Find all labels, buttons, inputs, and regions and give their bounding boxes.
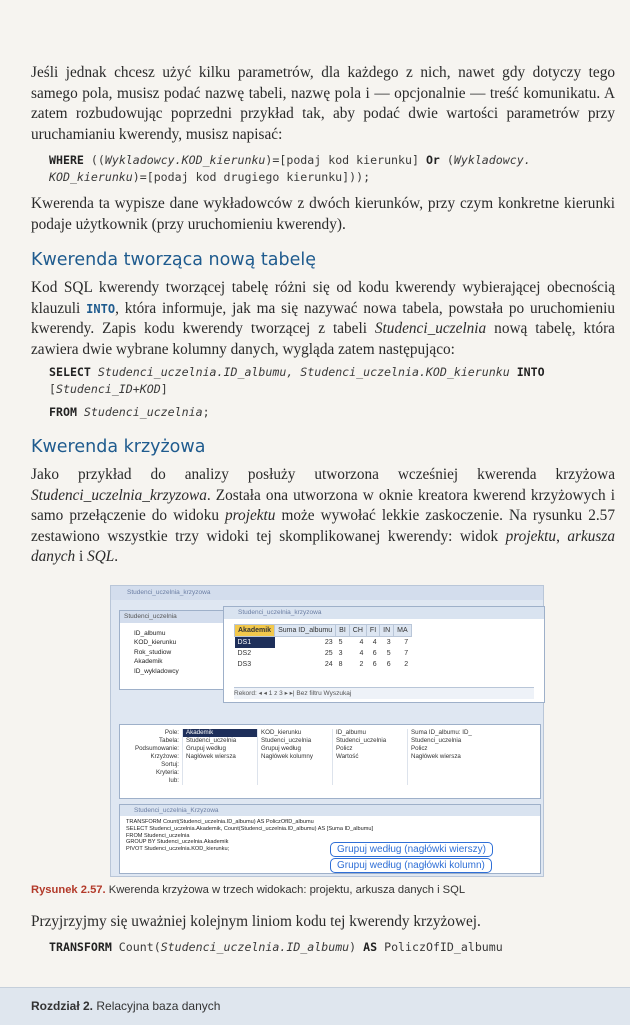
datasheet-table [234,624,412,670]
table-cell[interactable]: DS3 [237,661,252,668]
grid-row-label: Sortuj: [161,761,179,768]
table-cell[interactable]: 6 [386,661,391,668]
sql-view-window [119,804,541,874]
table-cell[interactable]: 25 [324,650,333,657]
grid-cell[interactable]: KOD_kierunku [258,729,333,737]
grid-cell[interactable]: ID_albumu [333,729,408,737]
grid-cell[interactable]: Studenci_uczelnia [333,737,408,745]
design-grid [119,724,541,799]
table-cell[interactable]: 6 [372,650,377,657]
code-where: WHERE ((Wykladowcy.KOD_kierunku)=[podaj kod kierunku] Or (Wykladowcy. KOD_kierunku)=[podaj kod drugiego kierunku])); [49,153,531,184]
grid-row-label: Kryteria: [155,769,179,776]
heading-tworzaca: Kwerenda tworząca nową tabelę [31,250,316,270]
column-header[interactable]: IN [380,625,394,637]
field-item[interactable]: Rok_studiow [134,648,172,656]
column-header[interactable]: CH [349,625,366,637]
grid-row-label: Pole: [164,729,179,736]
field-item[interactable]: ID_wykladowcy [134,667,179,675]
table-cell[interactable]: 5 [338,639,343,646]
field-list-title: Studenci_uczelnia [120,611,228,623]
grid-cell[interactable]: Suma ID_albumu: ID_ [408,729,483,737]
field-item[interactable]: Akademik [134,658,163,666]
grid-cell[interactable]: Wartość [333,753,408,761]
sql-code[interactable]: TRANSFORM Count(Studenci_uczelnia.ID_albumu) AS PoliczOfID_albumu SELECT Studenci_uczelnia.Akademik, Count(Studenci_uczelnia.ID_albumu) AS [Suma ID_albumu] FROM Studenci_uczelnia GROUP BY Studenci_uczelnia.Akademik PIVOT Studenci_uczelnia.KOD_kierunku; [126,819,374,853]
grid-cell[interactable]: Nagłówek kolumny [258,753,333,761]
table-cell[interactable]: 5 [386,650,391,657]
callout-row-headers: Grupuj według (nagłówki wierszy) [330,842,493,857]
table-cell[interactable]: DS1 [235,637,275,649]
table-cell[interactable]: 7 [404,639,409,646]
table-cell[interactable]: 4 [359,650,364,657]
grid-cell[interactable]: Grupuj według [183,745,258,753]
field-item[interactable]: ID_albumu [134,630,166,637]
table-cell[interactable]: 7 [404,650,409,657]
grid-cell[interactable]: Nagłówek wiersza [408,753,483,761]
grid-cell[interactable]: Studenci_uczelnia [183,737,258,745]
table-cell[interactable]: 6 [372,661,377,668]
figure-caption: Rysunek 2.57. Kwerenda krzyżowa w trzech widokach: projektu, arkusza danych i SQL [31,884,466,896]
grid-row-label: Podsumowanie: [134,745,179,752]
paragraph-kwerenda-wypisze: Kwerenda ta wypisze dane wykładowców z dwóch kierunków, przy czym konkretne kierunki podaje użytkownik (przy uruchomieniu kwerendy). [31,195,615,233]
table-cell[interactable]: 4 [372,639,377,646]
table-cell[interactable]: 24 [324,661,333,668]
grid-row-label: lub: [169,777,179,784]
table-row[interactable] [235,659,412,670]
callout-column-headers: Grupuj według (nagłówki kolumn) [330,858,492,873]
column-header[interactable]: Suma ID_albumu [275,625,336,637]
table-cell[interactable]: 23 [324,639,333,646]
heading-krzyzowa: Kwerenda krzyżowa [31,437,206,457]
grid-row-label: Tabela: [159,737,179,744]
grid-cell[interactable]: Studenci_uczelnia [408,737,483,745]
figure-crosstab-views [110,585,544,877]
grid-cell[interactable]: Studenci_uczelnia [258,737,333,745]
column-header[interactable]: Akademik [235,625,275,637]
grid-cell[interactable]: Nagłówek wiersza [183,753,258,761]
table-cell[interactable]: 8 [338,661,343,668]
paragraph-parameters: Jeśli jednak chcesz użyć kilku parametrów, dla każdego z nich, nawet gdy dotyczy tego samego pola, musisz podać nazwę tabeli, nazwę pola i — opcjonalnie — treść komunikatu. A zatem rozbudowując poprzedni przykład tak, aby podać dwie wartości parametrów przy uruchamianiu kwerendy, musisz napisać: [31,64,615,143]
table-cell[interactable]: 3 [338,650,343,657]
record-navigation[interactable]: Rekord: ◂ ◂ 1 z 3 ▸ ▸| Bez filtru Wyszukaj [234,687,534,699]
footer-chapter: Rozdział 2. Relacyjna baza danych [31,999,221,1013]
grid-cell[interactable]: Policz [408,745,483,753]
code-transform: TRANSFORM Count(Studenci_uczelnia.ID_albumu) AS PoliczOfID_albumu [49,940,503,954]
paragraph-krzyzowa: Jako przykład do analizy posłuży utworzona wcześniej kwerenda krzyżowa Studenci_uczelnia_krzyzowa. Została ona utworzona w oknie kreatora kwerend krzyżowych i samo przełączenie do widoku projektu może wywołać lekkie zaskoczenie. Na rysunku 2.57 zestawiono wszystkie trzy widoki tej skomplikowanej kwerendy: widok projektu, arkusza danych i SQL. [31,466,615,566]
table-cell[interactable]: 4 [359,639,364,646]
code-select-into: SELECT Studenci_uczelnia.ID_albumu, Studenci_uczelnia.KOD_kierunku INTO [Studenci_ID+KOD] FROM Studenci_uczelnia; [49,365,545,419]
table-row[interactable] [235,648,412,659]
datasheet-title: Studenci_uczelnia_krzyzowa [224,607,544,619]
grid-cell[interactable]: Grupuj według [258,745,333,753]
table-cell[interactable]: 3 [386,639,391,646]
grid-row-label: Krzyżowe: [150,753,179,760]
table-cell[interactable]: DS2 [237,650,252,657]
paragraph-przyjrzyjmy: Przyjrzyjmy się uważniej kolejnym liniom kodu tej kwerendy krzyżowej. [31,913,481,930]
outer-window-title: Studenci_uczelnia_krzyzowa [111,586,543,600]
sql-window-title: Studenci_uczelnia_Krzyzowa [120,805,540,816]
table-field-list [119,610,229,690]
table-cell[interactable]: 2 [404,661,409,668]
table-row[interactable] [235,637,412,649]
page-footer [0,987,630,1025]
column-header[interactable]: FI [366,625,379,637]
paragraph-into: Kod SQL kwerendy tworzącej tabelę różni się od kodu kwerendy wybierającej obecnością klauzuli INTO, która informuje, jak ma się nazywać nowa tabela, powstała po uruchomieniu kwerendy. Zapis kodu kwerendy tworzącej z tabeli Studenci_uczelnia nową tabelę, która zawiera dwie wybrane kolumny danych, wygląda zatem następująco: [31,279,615,358]
datasheet-window [223,606,545,703]
table-cell[interactable]: 2 [359,661,364,668]
column-header[interactable]: MA [394,625,412,637]
grid-cell[interactable]: Akademik [183,729,258,737]
column-header[interactable]: BI [336,625,350,637]
grid-cell[interactable]: Policz [333,745,408,753]
field-item[interactable]: KOD_kierunku [134,639,177,647]
